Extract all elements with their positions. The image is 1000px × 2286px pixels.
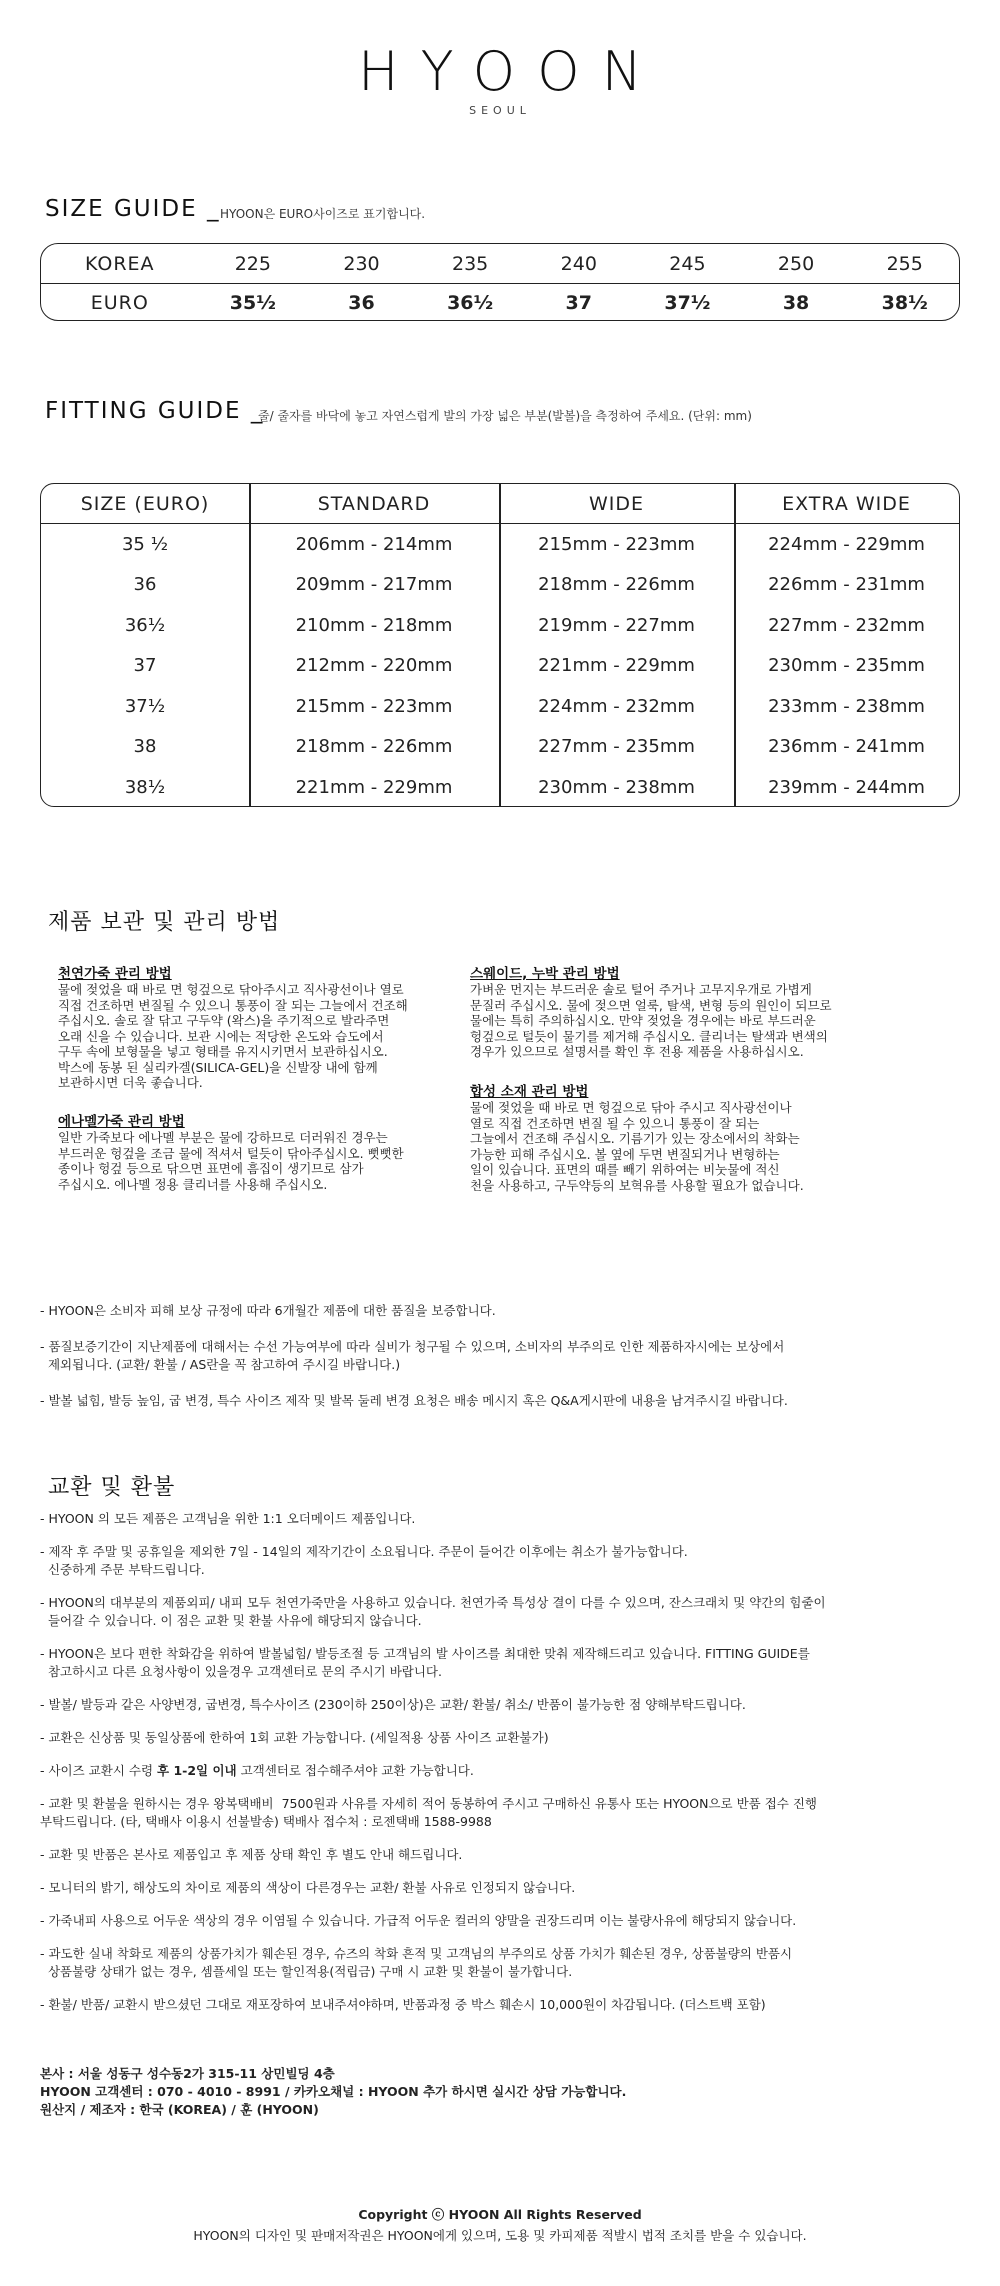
fitting-table-row <box>41 646 959 687</box>
size-cell: 225 <box>234 252 271 275</box>
size-row-label: KOREA <box>84 252 155 275</box>
care-heading: 에나멜가죽 관리 방법 <box>58 1114 185 1130</box>
fitting-guide-table <box>40 483 960 807</box>
fitting-table-cell: 236mm - 241mm <box>768 736 925 758</box>
note-item <box>40 1945 960 1981</box>
fitting-table-cell: 209mm - 217mm <box>295 574 453 596</box>
fitting-table-cell: 230mm - 238mm <box>538 776 695 798</box>
header-standard: STANDARD <box>317 492 431 515</box>
note-line: 제외됩니다. (교환/ 환불 / AS란을 꼭 참고하여 주시길 바랍니다.) <box>40 1357 401 1372</box>
header-wide: WIDE <box>588 492 645 515</box>
warranty-notes <box>40 1302 960 1428</box>
note-item <box>40 1302 960 1320</box>
fitting-table-cell: 221mm - 229mm <box>538 655 695 677</box>
note-line: - HYOON 의 모든 제품은 고객님을 위한 1:1 오더메이드 제품입니다. <box>40 1511 416 1526</box>
size-cell: 35½ <box>229 291 276 314</box>
note-line: - 교환 및 반품은 본사로 제품입고 후 제품 상태 확인 후 별도 안내 해드립니다. <box>40 1847 463 1862</box>
fitting-table-cell: 38 <box>133 736 157 758</box>
fitting-table-cell: 221mm - 229mm <box>295 776 453 798</box>
note-item <box>40 1912 960 1930</box>
enamel-care <box>58 1110 458 1192</box>
header-size: SIZE (EURO) <box>80 492 210 515</box>
size-row-euro <box>41 283 959 322</box>
fitting-table-cell: 230mm - 235mm <box>768 655 925 677</box>
fitting-table-cell: 36½ <box>124 614 166 636</box>
care-heading: 천연가죽 관리 방법 <box>58 966 172 982</box>
note-item <box>40 1879 960 1897</box>
footer-notice: HYOON의 디자인 및 판매저작권은 HYOON에게 있으며, 도용 및 카피제품 적발시 법적 조치를 받을 수 있습니다. <box>193 2228 807 2243</box>
fitting-table-cell: 215mm - 223mm <box>295 695 453 717</box>
company-origin: 원산지 / 제조자 : 한국 (KOREA) / 훈 (HYOON) <box>40 2102 319 2117</box>
note-line: - HYOON의 대부분의 제품외피/ 내피 모두 천연가죽만을 사용하고 있습니다. 천연가죽 특성상 결이 다를 수 있으며, 잔스크래치 및 약간의 힘줄이 <box>40 1595 826 1610</box>
fitting-table-cell: 219mm - 227mm <box>538 614 695 636</box>
size-cell: 38 <box>782 291 810 314</box>
care-line: 문질러 주십시오. 물에 젖으면 얼룩, 탈색, 변형 등의 원인이 되므로 <box>470 997 832 1013</box>
note-line: 들어갈 수 있습니다. 이 점은 교환 및 환불 사유에 해당되지 않습니다. <box>40 1613 422 1628</box>
note-line: - 사이즈 교환시 수령 후 1-2일 이내 고객센터로 접수해주셔야 교환 가능합니다. <box>40 1763 474 1778</box>
exchange-title: 교환 및 환불 <box>48 1475 176 1500</box>
fitting-table-row <box>41 727 959 768</box>
note-item <box>40 1795 960 1831</box>
note-line: - 과도한 실내 착화로 제품의 상품가치가 훼손된 경우, 슈즈의 착화 흔적 및 고객님의 부주의로 상품 가치가 훼손된 경우, 상품불량의 반품시 <box>40 1946 793 1961</box>
brand-city: SEOUL <box>469 104 531 117</box>
note-item <box>40 1696 960 1714</box>
care-text <box>470 1100 888 1193</box>
note-line: - 가죽내피 사용으로 어두운 색상의 경우 이염될 수 있습니다. 가급적 어두운 컬러의 양말을 권장드리며 이는 불량사유에 해당되지 않습니다. <box>40 1913 797 1928</box>
size-cell: 250 <box>777 252 815 275</box>
synthetic-care <box>470 1080 888 1193</box>
size-cell: 37½ <box>664 291 711 314</box>
note-item <box>40 1645 960 1681</box>
note-item <box>40 1392 960 1410</box>
fitting-table-cell: 206mm - 214mm <box>295 533 453 555</box>
care-line: 직접 건조하면 변질될 수 있으니 통풍이 잘 되는 그늘에서 건조해 <box>58 997 408 1013</box>
note-line: - 제작 후 주말 및 공휴일을 제외한 7일 - 14일의 제작기간이 소요됩니다. 주문이 들어간 이후에는 취소가 불가능합니다. <box>40 1544 688 1559</box>
fitting-table-row <box>41 686 959 727</box>
company-address: 본사 : 서울 성동구 성수동2가 315-11 상민빌딩 4층 <box>40 2066 335 2081</box>
brand-logo: HYOON <box>357 40 665 103</box>
care-line: 주십시오. 솔로 잘 닦고 구두약 (왁스)을 주기적으로 발라주면 <box>58 1013 390 1028</box>
size-cell: 255 <box>886 252 923 275</box>
care-text <box>58 982 458 1091</box>
care-line: 오래 신을 수 있습니다. 보관 시에는 적당한 온도와 습도에서 <box>58 1028 384 1044</box>
fitting-guide-title: FITTING GUIDE _ <box>45 398 265 424</box>
fitting-table-cell: 212mm - 220mm <box>295 655 453 677</box>
fitting-table-cell: 239mm - 244mm <box>768 776 925 798</box>
note-line: - 모니터의 밝기, 해상도의 차이로 제품의 색상이 다른경우는 교환/ 환불 사유로 인정되지 않습니다. <box>40 1880 576 1895</box>
size-cell: 240 <box>560 252 597 275</box>
size-cell: 37 <box>565 291 592 314</box>
care-heading: 합성 소재 관리 방법 <box>470 1084 589 1100</box>
fitting-table-cell: 226mm - 231mm <box>768 574 925 596</box>
note-item <box>40 1543 960 1579</box>
note-item <box>40 1762 960 1780</box>
note-item <box>40 1594 960 1630</box>
fitting-table-cell: 215mm - 223mm <box>538 533 695 555</box>
size-cell: 235 <box>452 252 489 275</box>
fitting-table-cell: 37½ <box>124 695 166 717</box>
note-line: 부탁드립니다. (타, 택배사 이용시 선불발송) 택배사 접수처 : 로젠택배 1588-9988 <box>40 1814 492 1829</box>
size-guide-table <box>40 243 960 321</box>
note-line: - HYOON은 보다 편한 착화감을 위하여 발볼넓힘/ 발등조절 등 고객님의 발 사이즈를 최대한 맞춰 제작해드리고 있습니다. FITTING GUIDE를 <box>40 1646 810 1661</box>
care-text <box>470 982 888 1060</box>
fitting-table-cell: 233mm - 238mm <box>768 695 925 717</box>
fitting-table-cell: 38½ <box>124 776 166 798</box>
natural-leather-care <box>58 962 458 1091</box>
note-line: - 품질보증기간이 지난제품에 대해서는 수선 가능여부에 따라 실비가 청구될 수 있으며, 소비자의 부주의로 인한 제품하자시에는 보상에서 <box>40 1339 785 1354</box>
care-line: 헝겊으로 털듯이 물기를 제거해 주십시오. 클리너는 탈색과 변색의 <box>470 1028 828 1044</box>
care-line: 물에 젖었을 때 바로 면 헝겊으로 닦아주시고 직사광선이나 열로 <box>58 982 404 997</box>
care-line: 보관하시면 더욱 좋습니다. <box>58 1075 203 1090</box>
size-row-label: EURO <box>90 291 149 314</box>
note-item <box>40 1846 960 1864</box>
fitting-table-row <box>41 605 959 646</box>
fitting-table-cell: 227mm - 232mm <box>768 614 925 636</box>
care-line: 종이나 헝겊 등으로 닦으면 표면에 흠집이 생기므로 삼가 <box>58 1161 364 1176</box>
note-line: - HYOON은 소비자 피해 보상 규정에 따라 6개월간 제품에 대한 품질을 보증합니다. <box>40 1303 496 1318</box>
care-line: 박스에 동봉 된 실리카겔(SILICA-GEL)을 신발장 내에 함께 <box>58 1059 378 1075</box>
size-row-korea <box>41 244 959 284</box>
fitting-table-body <box>41 524 959 806</box>
care-line: 천을 사용하고, 구두약등의 보혁유를 사용할 필요가 없습니다. <box>470 1177 804 1193</box>
fitting-table-cell: 227mm - 235mm <box>538 736 695 758</box>
fitting-guide-note: 줄/ 줄자를 바닥에 놓고 자연스럽게 발의 가장 넓은 부분(발볼)을 측정하여 주세요. (단위: mm) <box>258 409 752 423</box>
care-title: 제품 보관 및 관리 방법 <box>48 910 281 935</box>
size-cell: 38½ <box>881 291 928 314</box>
note-line: 신중하게 주문 부탁드립니다. <box>40 1562 205 1577</box>
size-cell: 230 <box>343 252 380 275</box>
care-line: 경우가 있으므로 설명서를 확인 후 전용 제품을 사용하십시오. <box>470 1044 804 1059</box>
note-line: 상품불량 상태가 없는 경우, 셈플세일 또는 할인적용(적립금) 구매 시 교환 및 환불이 불가합니다. <box>40 1964 573 1979</box>
fitting-table-row <box>41 767 959 807</box>
note-item <box>40 1996 960 2014</box>
fitting-table-cell: 224mm - 232mm <box>538 695 695 717</box>
care-line: 구두 속에 보형물을 넣고 형태를 유지시키면서 보관하십시오. <box>58 1044 388 1059</box>
fitting-table-cell: 210mm - 218mm <box>295 614 453 636</box>
note-item <box>40 1338 960 1374</box>
exchange-notes <box>40 1510 960 2029</box>
note-line: - 환불/ 반품/ 교환시 받으셨던 그대로 재포장하여 보내주셔야하며, 반품과정 중 박스 훼손시 10,000원이 차감됩니다. (더스트백 포함) <box>40 1997 766 2012</box>
care-line: 그늘에서 건조해 주십시오. 기름기가 있는 장소에서의 착화는 <box>470 1131 800 1146</box>
fitting-table-row <box>41 565 959 606</box>
care-line: 부드러운 헝겊을 조금 물에 적셔서 털듯이 닦아주십시오. 뻣뻣한 <box>58 1145 404 1161</box>
care-line: 일이 있습니다. 표면의 때를 빼기 위하여는 비눗물에 적신 <box>470 1162 780 1177</box>
company-contact: HYOON 고객센터 : 070 - 4010 - 8991 / 카카오채널 : HYOON 추가 하시면 실시간 상담 가능합니다. <box>40 2084 627 2099</box>
care-line: 물에 젖었을 때 바로 면 헝겊으로 닦아 주시고 직사광선이나 <box>470 1100 792 1115</box>
note-line: - 교환은 신상품 및 동일상품에 한하여 1회 교환 가능합니다. (세일적용 상품 사이즈 교환불가) <box>40 1730 549 1745</box>
note-line: - 교환 및 환불을 원하시는 경우 왕복택배비 7500원과 사유를 자세히 적어 동봉하여 주시고 구매하신 유통사 또는 HYOON으로 반품 접수 진행 <box>40 1796 817 1811</box>
care-text <box>58 1130 458 1192</box>
size-guide-note: HYOON은 EURO사이즈로 표기합니다. <box>220 207 426 221</box>
care-line: 주십시오. 에나멜 정용 클리너를 사용해 주십시오. <box>58 1176 328 1192</box>
care-heading: 스웨이드, 누박 관리 방법 <box>470 966 620 982</box>
note-line: 참고하시고 다른 요청사항이 있을경우 고객센터로 문의 주시기 바랍니다. <box>40 1664 442 1679</box>
fitting-table-cell: 37 <box>133 655 157 677</box>
note-item <box>40 1510 960 1528</box>
fitting-table-cell: 224mm - 229mm <box>768 533 925 555</box>
fitting-table-cell: 218mm - 226mm <box>538 574 695 596</box>
fitting-table-cell: 36 <box>133 574 157 596</box>
suede-care <box>470 962 888 1060</box>
note-line: - 발볼/ 발등과 같은 사양변경, 굽변경, 특수사이즈 (230이하 250이상)은 교환/ 환불/ 취소/ 반품이 불가능한 점 양해부탁드립니다. <box>40 1697 746 1712</box>
care-line: 가능한 피해 주십시오. 볼 옆에 두면 변질되거나 변형하는 <box>470 1146 780 1162</box>
company-info <box>40 2065 960 2119</box>
size-cell: 36 <box>348 291 375 314</box>
care-line: 일반 가죽보다 에나멜 부분은 물에 강하므로 더러워진 경우는 <box>58 1130 388 1145</box>
care-line: 물에는 특히 주의하십시오. 만약 젖었을 경우에는 바로 부드러운 <box>470 1013 816 1028</box>
size-cell: 245 <box>669 252 706 275</box>
note-item <box>40 1729 960 1747</box>
care-line: 가벼운 먼지는 부드러운 솔로 털어 주거나 고무지우개로 가볍게 <box>470 982 812 997</box>
fitting-table-row <box>41 524 959 565</box>
size-cell: 36½ <box>447 291 494 314</box>
header-extra-wide: EXTRA WIDE <box>782 492 911 515</box>
fitting-table-cell: 218mm - 226mm <box>295 736 453 758</box>
fitting-table-header <box>41 484 959 524</box>
note-line: - 발볼 넓힘, 발등 높임, 굽 변경, 특수 사이즈 제작 및 발목 둘레 변경 요청은 배송 메시지 혹은 Q&A게시판에 내용을 남겨주시길 바랍니다. <box>40 1393 788 1408</box>
size-guide-title: SIZE GUIDE _ <box>45 196 221 222</box>
fitting-table-cell: 35 ½ <box>121 533 169 555</box>
footer-copyright: Copyright ⓒ HYOON All Rights Reserved <box>358 2207 642 2222</box>
care-line: 열로 직접 건조하면 변질 될 수 있으니 통풍이 잘 되는 <box>470 1115 760 1131</box>
